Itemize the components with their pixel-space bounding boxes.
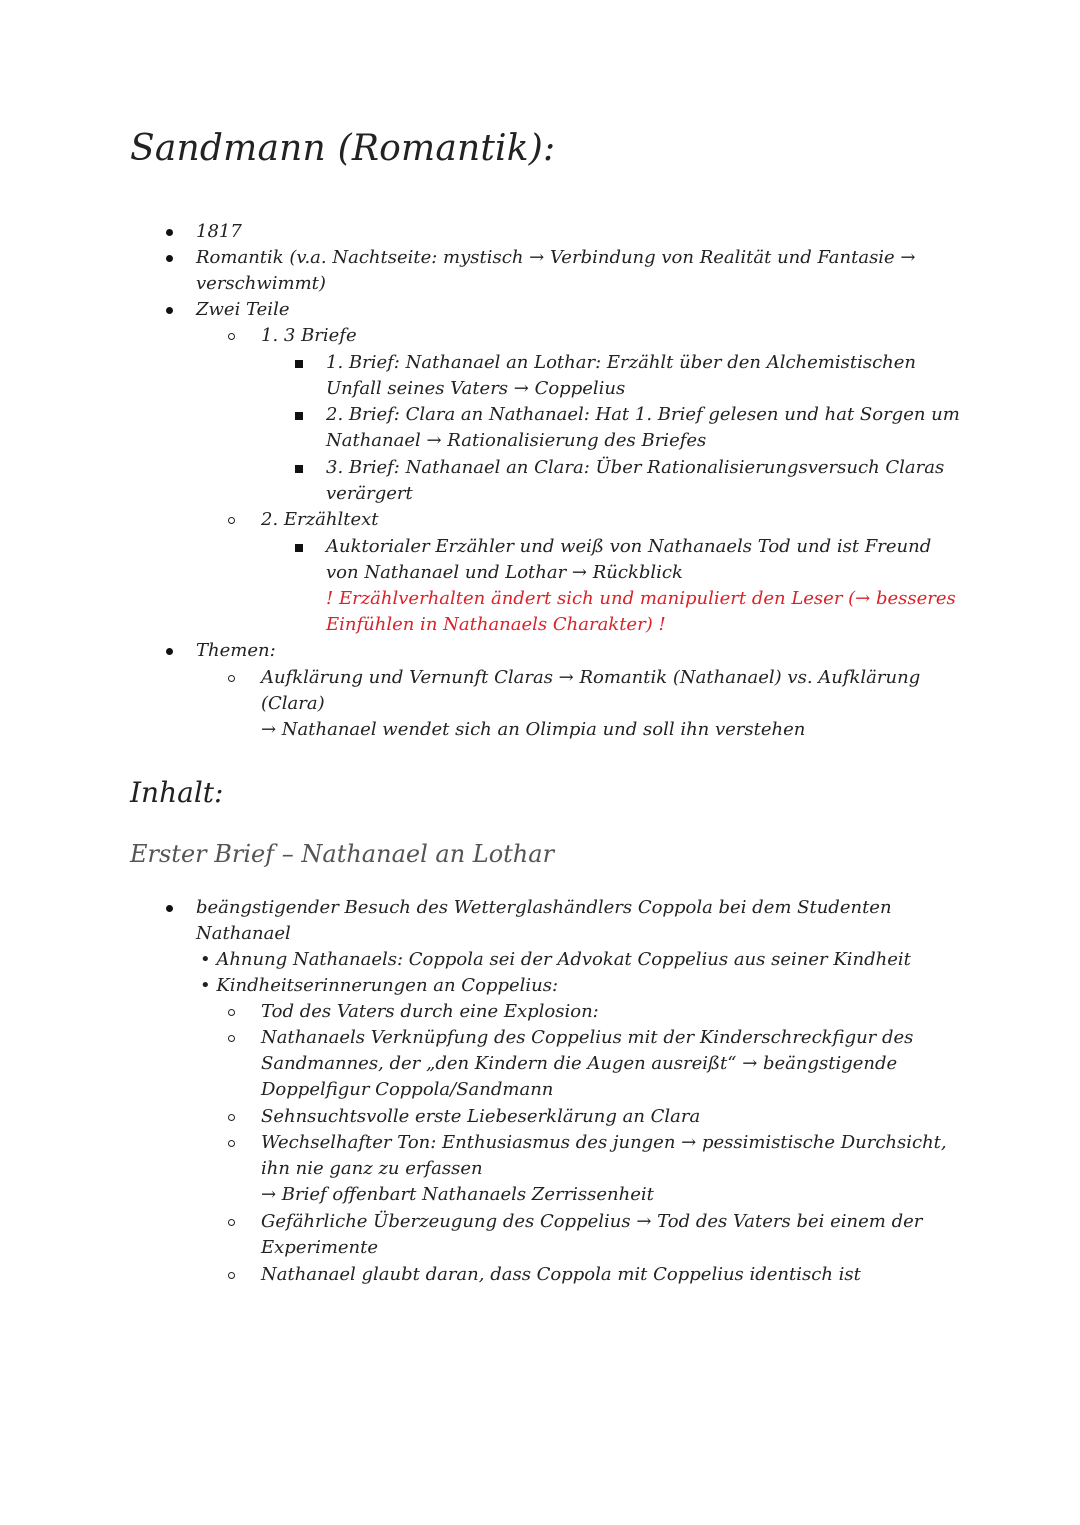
list-item-ton-cont2: → Brief offenbart Nathanaels Zerrissenheit [261,1184,654,1205]
bullet-circle [228,517,235,524]
list-item-gefahr: Gefährliche Überzeugung des Coppelius → Tod des Vaters bei einem der [261,1211,923,1232]
bullet-circle [228,1035,235,1042]
list-item-aufklaerung: Aufklärung und Vernunft Claras → Romantik (Nathanael) vs. Aufklärung [261,667,921,688]
list-item-verknuepfung: Nathanaels Verknüpfung des Coppelius mit der Kinderschreckfigur des [261,1027,914,1048]
section-heading-inhalt: Inhalt: [130,776,224,809]
list-item-brief-3-cont: verärgert [326,483,413,504]
list-item-erzaehler-cont: von Nathanael und Lothar → Rückblick [326,562,683,583]
list-item-kindheit: • Kindheitserinnerungen an Coppelius: [200,975,559,996]
list-item-brief-3: 3. Brief: Nathanael an Clara: Über Rationalisierungsversuch Claras [326,457,945,478]
bullet-dot [166,255,173,262]
bullet-circle [228,1114,235,1121]
list-item-olimpia: → Nathanael wendet sich an Olimpia und soll ihn verstehen [261,719,806,740]
list-item-ton: Wechselhafter Ton: Enthusiasmus des jungen → pessimistische Durchsicht, [261,1132,947,1153]
bullet-circle [228,675,235,682]
list-item-ahnung: • Ahnung Nathanaels: Coppola sei der Advokat Coppelius aus seiner Kindheit [200,949,911,970]
list-item-gefahr-cont: Experimente [261,1237,379,1258]
list-item-brief-1-cont: Unfall seines Vaters → Coppelius [326,378,626,399]
list-item-sehnsucht: Sehnsuchtsvolle erste Liebeserklärung an Clara [261,1106,701,1127]
bullet-circle [228,1140,235,1147]
bullet-circle [228,1009,235,1016]
list-item-tod: Tod des Vaters durch eine Explosion: [261,1001,599,1022]
list-item-glaubt: Nathanael glaubt daran, dass Coppola mit Coppelius identisch ist [261,1264,861,1285]
list-item-verknuepfung-cont: Sandmannes, der „den Kindern die Augen ausreißt“ → beängstigende [261,1053,898,1074]
list-item-verknuepfung-cont2: Doppelfigur Coppola/Sandmann [261,1079,554,1100]
subsection-heading: Erster Brief – Nathanael an Lothar [130,840,555,868]
bullet-dot [166,307,173,314]
highlight-note: ! Erzählverhalten ändert sich und manipuliert den Leser (→ besseres [326,588,956,609]
bullet-square [295,465,303,473]
list-item-romantik: Romantik (v.a. Nachtseite: mystisch → Verbindung von Realität und Fantasie → [196,247,916,268]
list-item-erzaehltext: 2. Erzähltext [261,509,379,530]
list-item-brief-2-cont: Nathanael → Rationalisierung des Briefes [326,430,707,451]
list-item-themen: Themen: [196,640,276,661]
list-item-besuch-cont: Nathanael [196,923,291,944]
list-item-aufklaerung-cont: (Clara) [261,693,325,714]
bullet-square [295,544,303,552]
list-item-besuch: beängstigender Besuch des Wetterglashändlers Coppola bei dem Studenten [196,897,892,918]
bullet-dot [166,229,173,236]
bullet-circle [228,1272,235,1279]
bullet-dot [166,905,173,912]
list-item-romantik-cont: verschwimmt) [196,273,326,294]
list-item-year: 1817 [196,221,242,242]
list-item-ton-cont: ihn nie ganz zu erfassen [261,1158,483,1179]
page-title: Sandmann (Romantik): [130,128,556,169]
bullet-square [295,412,303,420]
list-item-zwei-teile: Zwei Teile [196,299,290,320]
highlight-note-cont: Einfühlen in Nathanaels Charakter) ! [326,614,666,635]
bullet-dot [166,648,173,655]
list-item-briefe: 1. 3 Briefe [261,325,357,346]
bullet-circle [228,333,235,340]
bullet-circle [228,1219,235,1226]
list-item-brief-1: 1. Brief: Nathanael an Lothar: Erzählt über den Alchemistischen [326,352,917,373]
bullet-square [295,360,303,368]
list-item-erzaehler: Auktorialer Erzähler und weiß von Nathanaels Tod und ist Freund [326,536,932,557]
list-item-brief-2: 2. Brief: Clara an Nathanael: Hat 1. Brief gelesen und hat Sorgen um [326,404,960,425]
